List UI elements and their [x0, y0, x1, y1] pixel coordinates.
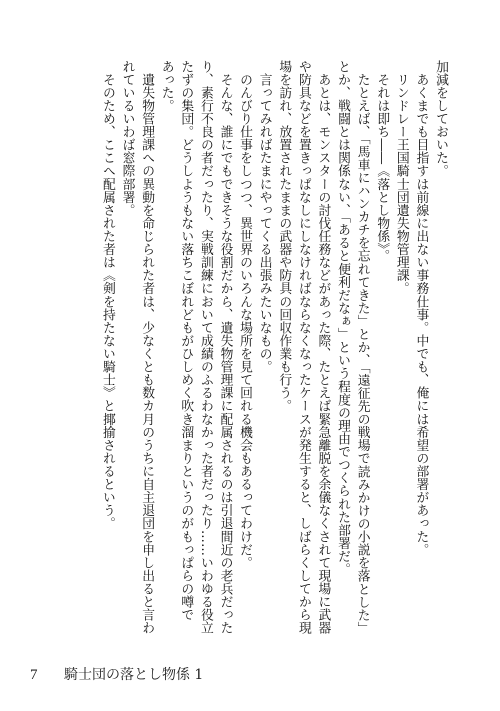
text-line: あとは、モンスターの討伐任務などがあった際、たとえば緊急離脱を余儀なくされて現場に武器: [315, 60, 331, 635]
text-line: たとえば、「馬車にハンカチを忘れてきた」とか、「遠征先の戦場で読みかけの小説を落とした」: [354, 60, 370, 635]
text-line: 加減をしておいた。: [433, 60, 448, 178]
vertical-body-text: [30, 60, 450, 640]
text-line: 言ってみればたまにやってくる出張みたいなもの。: [256, 60, 272, 374]
text-line: や防具などを置きっぱなしにしなければならなくなったケースが発生すると、しばらくしてから現: [295, 60, 311, 635]
text-line: あった。: [158, 60, 174, 113]
text-line: それは即ち――《落とし物係》。: [374, 60, 390, 263]
text-line: 遺失物管理課への異動を命じられた者は、少なくとも数カ月のうちに自主退団を申し出ると言わ: [139, 60, 155, 635]
text-line: とか、戦闘とは関係ない、「あると便利だなぁ」という程度の理由でつくられた部署だ。: [335, 60, 351, 576]
running-title: 騎士団の落とし物係 1: [63, 667, 204, 683]
text-line: リンドレー王国騎士団遺失物管理課。: [393, 60, 409, 296]
page-footer: [30, 664, 203, 684]
text-line: そのため、ここへ配属された者は《剣を持たない騎士》と揶揄されるという。: [99, 60, 115, 531]
text-line: れているいわば窓際部署。: [119, 60, 135, 217]
text-line: そんな、誰にでもできそうな役割だから、遺失物管理課に配属されるのは引退間近の老兵だった: [217, 60, 233, 635]
text-line: のんびり仕事をしつつ、異世界のいろんな場所を見て回れる機会もあるってわけだ。: [237, 60, 253, 570]
page-number: 7: [30, 667, 38, 683]
text-line: 場を訪れ、放置されたままの武器や防具の回収作業も行う。: [276, 60, 292, 413]
text-line: たずの集団。どうしようもない落ちこぼれどもがひしめく吹き溜まりというのがもっぱらの噂で: [178, 60, 194, 622]
text-line: あくまでも目指すは前線に出ない事務仕事。中でも、俺には希望の部署があった。: [413, 60, 429, 557]
text-line: り、素行不良の者だったり、実戦訓練において成績のふるわなかった者だったり……いわゆる役立: [197, 60, 213, 635]
